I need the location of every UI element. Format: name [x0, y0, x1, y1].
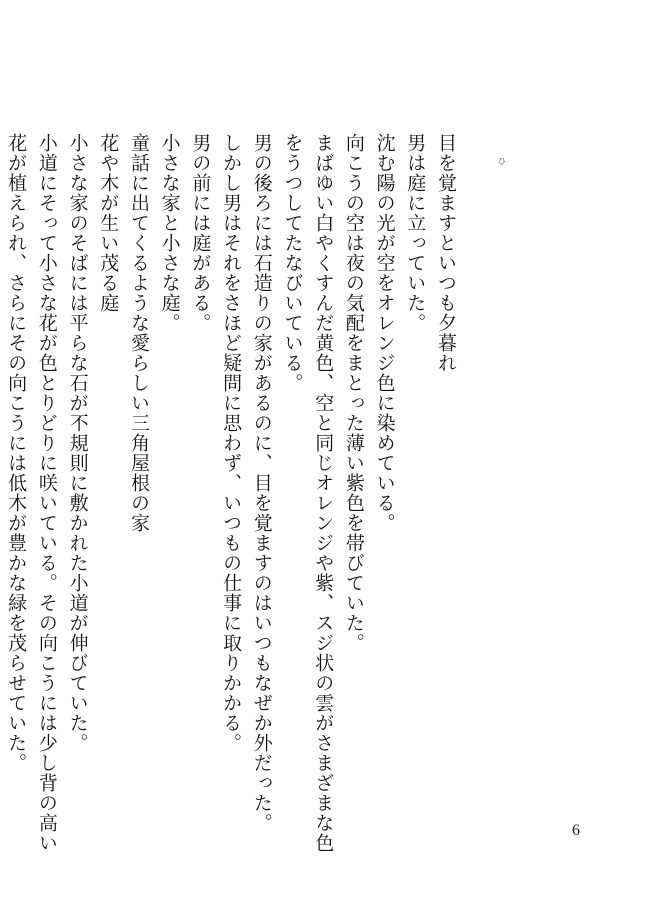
text-line-4: 向こうの空は夜の気配をまとった薄い紫色を帯びていた。 [342, 133, 365, 653]
text-line-3: 沈む陽の光が空をオレンジ色に染めている。 [373, 133, 396, 533]
text-line-10: 小さな家と小さな庭。 [158, 133, 181, 333]
text-line-13: 小さな家のそばには平らな石が不規則に敷かれた小道が伸びていた。 [66, 133, 89, 753]
text-line-5: まばゆい白やくすんだ黄色、空と同じオレンジや紫、スジ状の雲がさまざまな色 [312, 133, 335, 853]
text-line-11: 童話に出てくるような愛らしい三角屋根の家 [127, 133, 150, 533]
text-line-2: 男は庭に立っていた。 [404, 133, 427, 333]
text-line-12: 花や木が生い茂る庭 [97, 133, 120, 313]
text-line-15: 花が植えられ、さらにその向こうには低木が豊かな緑を茂らせていた。 [5, 133, 28, 773]
ruby-annotation: ひ [498, 157, 506, 166]
text-line-1: 目を覚ますといつも夕暮れ [435, 133, 457, 373]
text-line-7: 男の後ろには石造りの家があるのに、目を覚ますのはいつもなぜか外だった。 [250, 133, 273, 833]
text-line-14: 小道にそって小さな花が色とりどりに咲いている。その向こうには少し背の高い [35, 133, 58, 853]
text-line-9: 男の前には庭がある。 [189, 133, 212, 333]
page-number: 6 [572, 822, 580, 839]
text-line-8: しかし男はそれをさほど疑問に思わず、いつもの仕事に取りかかる。 [220, 133, 243, 753]
text-line-6: をうつしてたなびいている。 [281, 133, 304, 393]
vertical-text-block [0, 133, 461, 853]
